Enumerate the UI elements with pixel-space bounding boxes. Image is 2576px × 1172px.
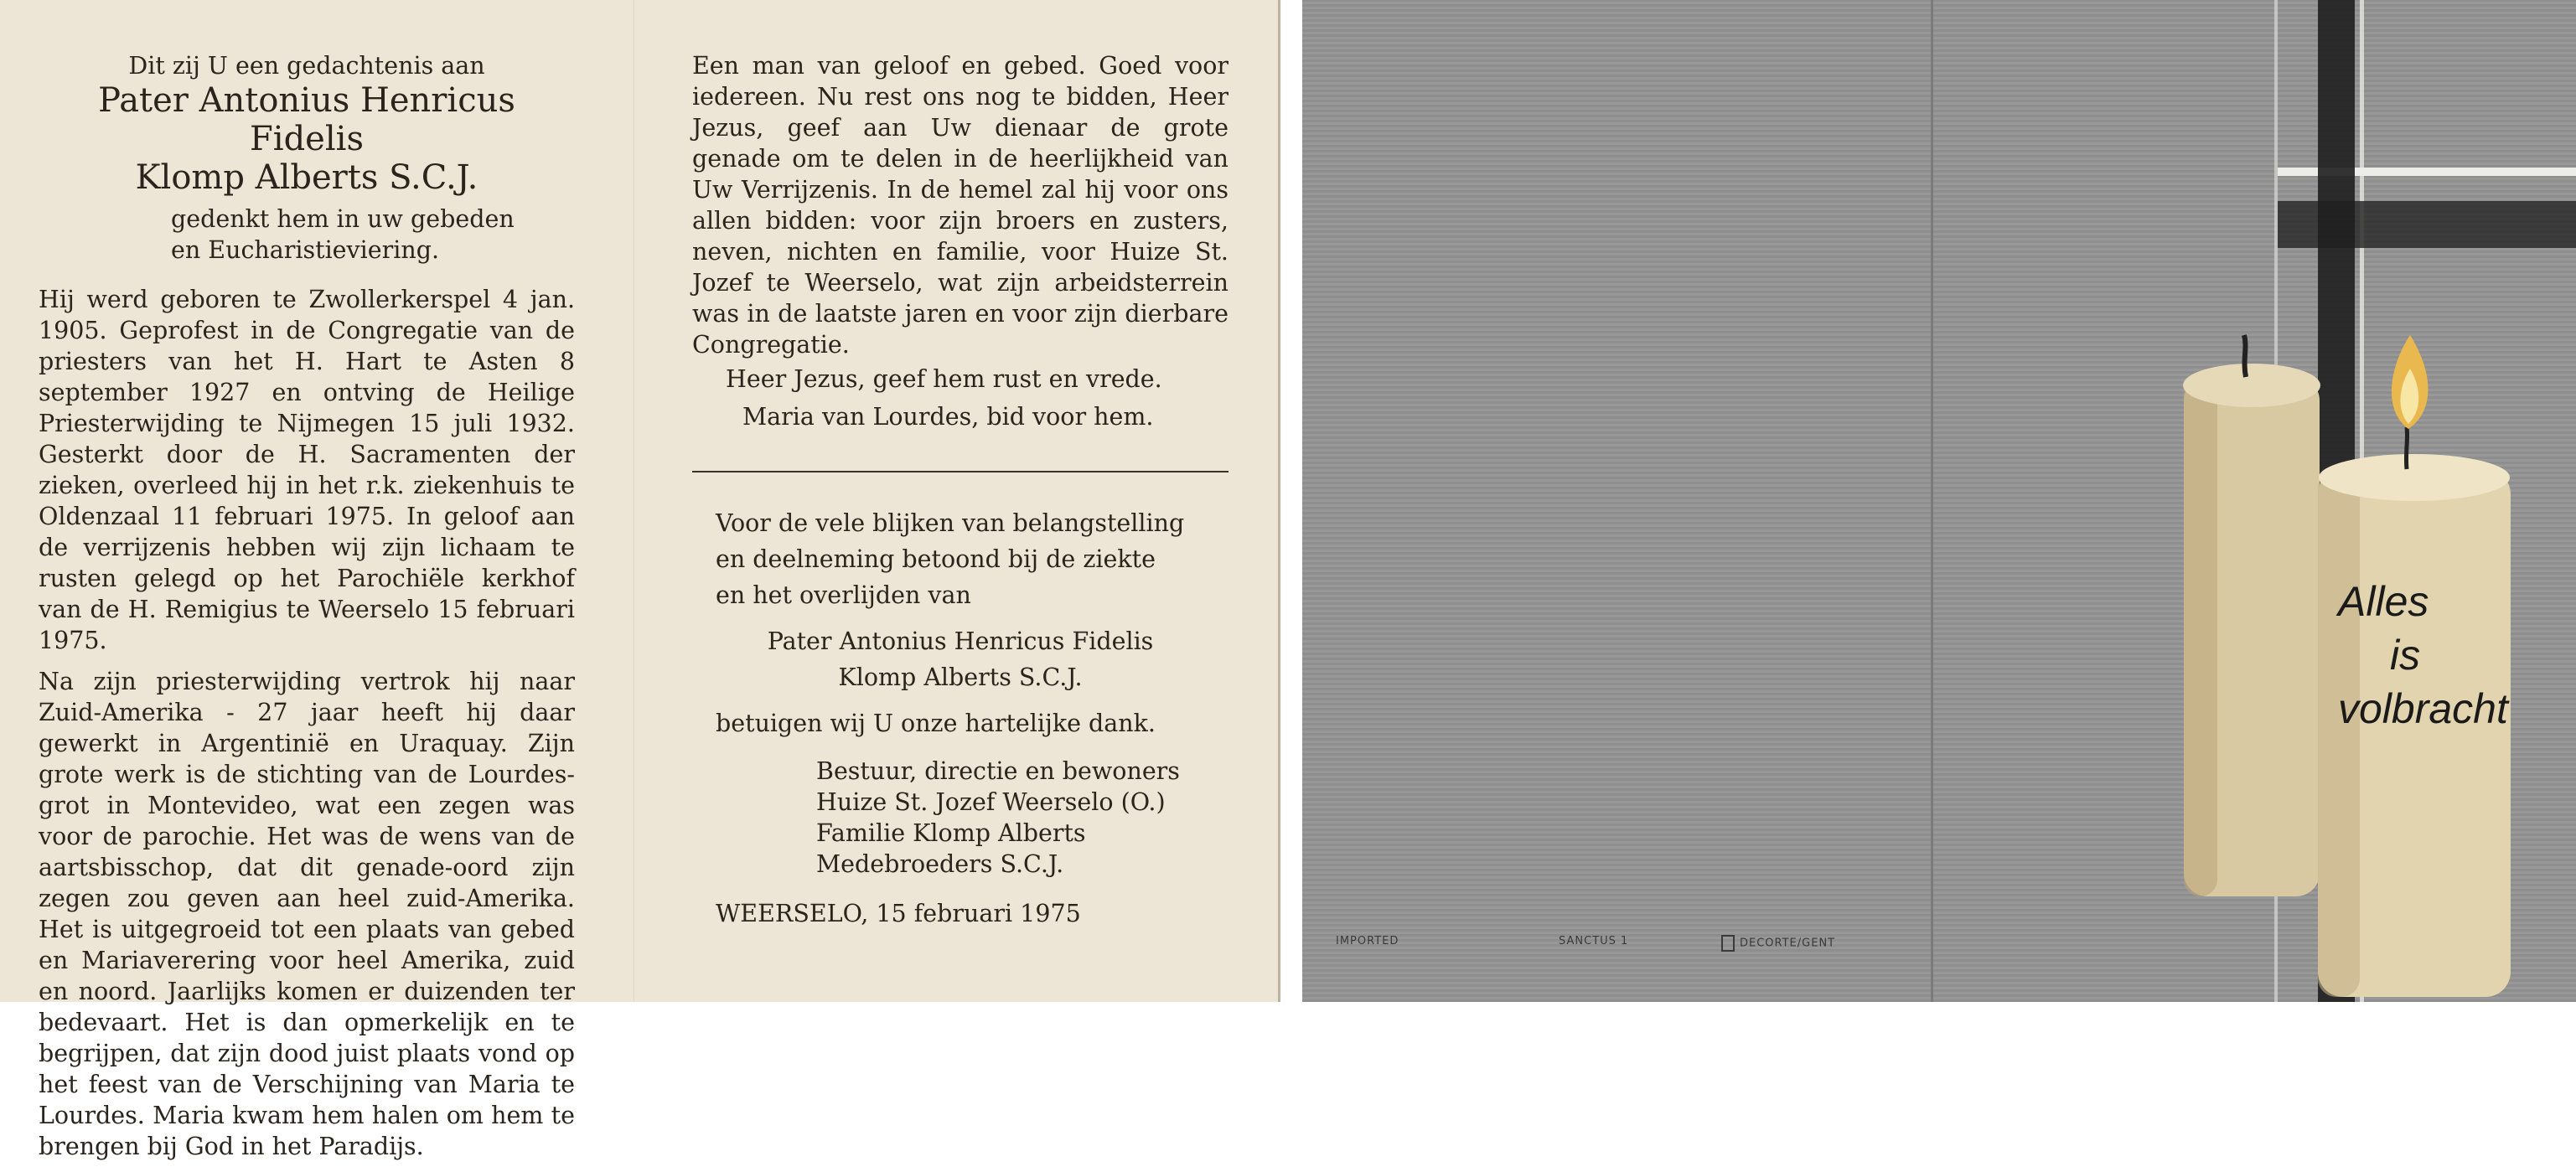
left-page [39,50,575,1172]
thanks-line-3: en het overlijden van [716,581,971,609]
place-date: WEERSELO, 15 februari 1975 [716,900,1081,927]
deceased-name-line2: Klomp Alberts S.C.J. [135,158,478,197]
cover-card [1302,0,2576,1002]
right-page [692,50,1229,929]
prayer-request-line1: gedenkt hem in uw gebeden [171,205,515,233]
publisher-logo-icon [1721,935,1735,952]
thanks-name-line2: Klomp Alberts S.C.J. [838,663,1083,691]
flame-icon [2392,335,2429,429]
motto-line-3: volbracht [2338,685,2508,732]
motto-line-2: is [2390,632,2421,679]
imprint-sanctus: SANCTUS 1 [1559,935,1629,947]
publisher-imprint [1721,935,1835,952]
tribute-paragraph: Een man van geloof en gebed. Goed voor iedereen. Nu rest ons nog te bidden, Heer Jezus, geef aan Uw dienaar de grote genade om te delen in de heerlijkheid van Uw Verrijzenis. In de hemel zal hij voor ons allen bidden: voor zijn broers en zusters, neven, nichten en familie, voor Huize St. Jozef te Weerselo, wat zijn arbeidsterrein was in de laatste jaren en voor zijn dierbare Congregatie. [692,52,1229,359]
publisher-name: DECORTE/GENT [1740,937,1836,950]
prayer-line-2: Maria van Lourdes, bid voor hem. [742,403,1154,431]
thanks-name-line1: Pater Antonius Henricus Fidelis [767,627,1154,655]
back-candle-icon [2183,335,2320,896]
fold-line [634,0,635,1002]
prayer-request-line2: en Eucharistieviering. [171,236,440,264]
prayer-line-1: Heer Jezus, geef hem rust en vrede. [726,365,1162,393]
imprint-imported: IMPORTED [1336,935,1399,947]
cross-candles-illustration [1302,0,2576,1002]
signer-3: Familie Klomp Alberts [816,819,1086,847]
biography-paragraph-1: Hij werd geboren te Zwollerkerspel 4 jan. 1905. Geprofest in de Congregatie van de priesters van het H. Hart te Asten 8 september 1927 en ontving de Heilige Priesterwijding te Nijmegen 15 juli 1932. Gesterkt door de H. Sacramenten der zieken, overleed hij in het r.k. ziekenhuis te Oldenzaal 11 februari 1975. In geloof aan de verrijzenis hebben wij zijn lichaam te rusten gelegd op het Parochiële kerkhof van de H. Remigius te Weerselo 15 februari 1975. [39,286,575,654]
intro-text: Dit zij U een gedachtenis aan [128,52,485,80]
deceased-name-line1: Pater Antonius Henricus Fidelis [98,81,515,158]
signer-1: Bestuur, directie en bewoners [816,757,1180,785]
inner-card [0,0,1280,1160]
signer-2: Huize St. Jozef Weerselo (O.) [816,788,1166,816]
biography-paragraph-2: Na zijn priesterwijding vertrok hij naar Zuid-Amerika - 27 jaar heeft hij daar gewerkt in Argentinië en Uraquay. Zijn grote werk is de stichting van de Lourdes-grot in Montevideo, wat een zegen was voor de parochie. Het was de wens van de aartsbisschop, dat dit genade-oord zijn zegen zou geven aan heel zuid-Amerika. Het is uitgegroeid tot een plaats van gebed en Mariaverering voor heel Amerika, zuid en noord. Jaarlijks komen er duizenden ter bedevaart. Het is dan opmerkelijk en te begrijpen, dat zijn dood juist plaats vond op het feest van de Verschijning van Maria te Lourdes. Maria kwam hem halen om hem te brengen bij God in het Paradijs. [39,668,575,1160]
divider [692,471,1229,472]
thanks-line-4: betuigen wij U onze hartelijke dank. [716,710,1156,737]
thanks-line-1: Voor de vele blijken van belangstelling [716,509,1185,537]
signer-4: Medebroeders S.C.J. [816,850,1064,878]
thanks-line-2: en deelneming betoond bij de ziekte [716,545,1156,573]
motto-line-1: Alles [2338,578,2429,625]
